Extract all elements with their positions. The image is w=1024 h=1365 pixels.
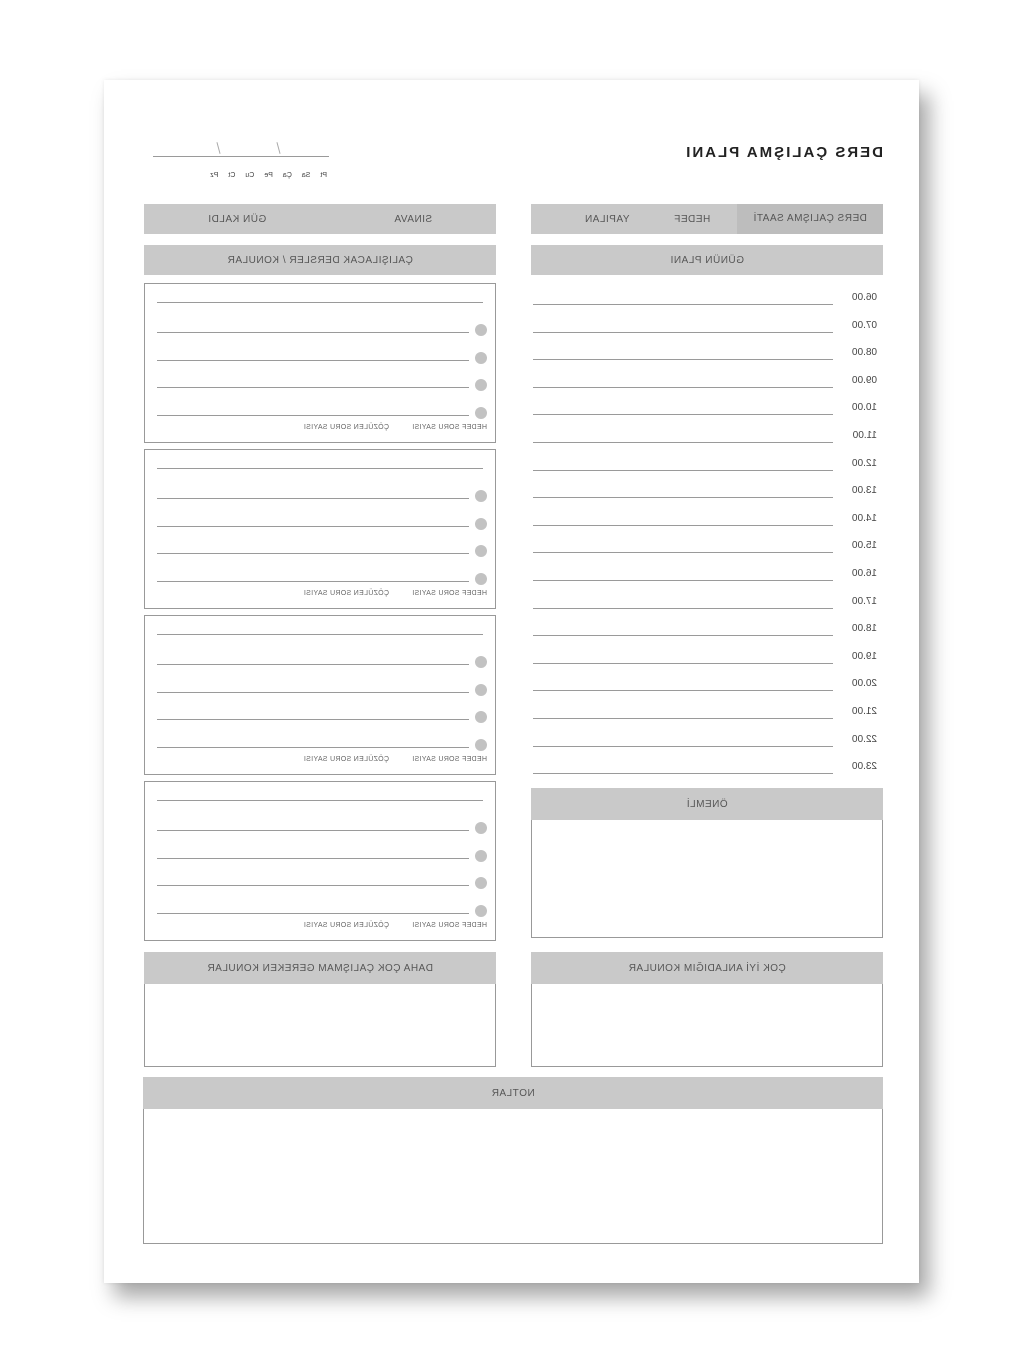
subject-box[interactable] (144, 615, 496, 775)
hour-label: 07.00 (851, 319, 877, 331)
mirrored-content (104, 80, 919, 1283)
hour-line[interactable] (533, 497, 833, 498)
hour-label: 17.00 (851, 595, 877, 607)
hour-line[interactable] (533, 332, 833, 333)
important-box[interactable] (531, 820, 883, 938)
subject-line[interactable] (157, 664, 469, 665)
hour-label: 23.00 (851, 761, 877, 773)
checkbox-dot-icon[interactable] (475, 656, 487, 668)
checkbox-dot-icon[interactable] (475, 573, 487, 585)
hour-line[interactable] (533, 414, 833, 415)
understood-topics-header: ÇOK İYİ ANLADIĞIM KONULAR (531, 952, 883, 984)
important-header: ÖNEMLİ (531, 788, 883, 820)
checkbox-dot-icon[interactable] (475, 850, 487, 862)
hour-label: 16.00 (851, 568, 877, 579)
hour-line[interactable] (533, 304, 833, 305)
weekday[interactable]: Cu (245, 172, 255, 179)
checkbox-dot-icon[interactable] (475, 711, 487, 723)
checkbox-dot-icon[interactable] (475, 518, 487, 530)
daily-plan-header: GÜNÜN PLANI (531, 245, 883, 275)
subject-line[interactable] (157, 800, 483, 801)
checkbox-dot-icon[interactable] (475, 490, 487, 502)
hour-label: 10.00 (851, 402, 877, 414)
target-question-count-label: HEDEF SORU SAYISI (412, 424, 487, 431)
hour-label: 11.00 (852, 430, 877, 441)
exam-label: SINAVA (393, 213, 433, 225)
hour-label: 18.00 (851, 623, 877, 635)
done-label: YAPILAN (584, 213, 630, 225)
solved-question-count-label: ÇÖZÜLEN SORU SAYISI (303, 756, 389, 763)
target-question-count-label: HEDEF SORU SAYISI (412, 756, 487, 763)
subject-box[interactable] (144, 781, 496, 941)
hour-line[interactable] (533, 525, 833, 526)
subject-line[interactable] (157, 415, 469, 416)
weekday[interactable]: Ça (282, 172, 292, 179)
weekday[interactable]: Pe (264, 172, 273, 179)
hour-line[interactable] (533, 663, 833, 664)
hour-line[interactable] (533, 387, 833, 388)
date-slash (276, 142, 280, 154)
notes-box[interactable] (143, 1109, 883, 1244)
hour-label: 21.00 (851, 706, 877, 717)
weekday-list (210, 172, 327, 179)
page-title: DERS ÇALIŞMA PLANI (684, 144, 883, 161)
solved-question-count-label: ÇÖZÜLEN SORU SAYISI (303, 590, 389, 597)
hour-label: 20.00 (851, 678, 877, 690)
checkbox-dot-icon[interactable] (475, 379, 487, 391)
date-line (153, 156, 329, 157)
subject-box[interactable] (144, 449, 496, 609)
weekday[interactable]: Sa (301, 172, 311, 179)
hour-line[interactable] (533, 580, 833, 581)
weekday[interactable]: Pz (210, 172, 219, 179)
weekday[interactable]: Pt (320, 172, 327, 179)
needs-work-header: DAHA ÇOK ÇALIŞMAM GEREKEN KONULAR (144, 952, 496, 984)
hour-line[interactable] (533, 552, 833, 553)
checkbox-dot-icon[interactable] (475, 545, 487, 557)
solved-question-count-label: ÇÖZÜLEN SORU SAYISI (303, 424, 389, 431)
planner-sheet (104, 80, 919, 1283)
subject-line[interactable] (157, 332, 469, 333)
hour-line[interactable] (533, 773, 833, 774)
subject-line[interactable] (157, 858, 469, 859)
subject-line[interactable] (157, 830, 469, 831)
checkbox-dot-icon[interactable] (475, 739, 487, 751)
needs-work-box[interactable] (144, 984, 496, 1067)
subject-line[interactable] (157, 387, 469, 388)
hour-line[interactable] (533, 690, 833, 691)
subject-line[interactable] (157, 913, 469, 914)
subject-line[interactable] (157, 747, 469, 748)
hour-label: 13.00 (851, 485, 877, 497)
goal-label: HEDEF (673, 213, 711, 225)
weekday[interactable]: Ct (228, 172, 236, 179)
subject-box[interactable] (144, 283, 496, 443)
checkbox-dot-icon[interactable] (475, 352, 487, 364)
checkbox-dot-icon[interactable] (475, 822, 487, 834)
hour-line[interactable] (533, 470, 833, 471)
hour-label: 22.00 (851, 733, 877, 745)
checkbox-dot-icon[interactable] (475, 407, 487, 419)
checkbox-dot-icon[interactable] (475, 877, 487, 889)
subjects-header: ÇALIŞILACAK DERSLER / KONULAR (144, 245, 496, 275)
hour-line[interactable] (533, 359, 833, 360)
hour-line[interactable] (533, 442, 833, 443)
subject-line[interactable] (157, 634, 483, 635)
subject-line[interactable] (157, 885, 469, 886)
checkbox-dot-icon[interactable] (475, 684, 487, 696)
subject-line[interactable] (157, 360, 469, 361)
subject-line[interactable] (157, 719, 469, 720)
solved-question-count-label: ÇÖZÜLEN SORU SAYISI (303, 922, 389, 929)
checkbox-dot-icon[interactable] (475, 905, 487, 917)
hour-line[interactable] (533, 746, 833, 747)
hour-label: 09.00 (851, 374, 877, 386)
checkbox-dot-icon[interactable] (475, 324, 487, 336)
subject-line[interactable] (157, 468, 483, 469)
hour-label: 06.00 (851, 292, 877, 303)
subject-line[interactable] (157, 498, 469, 499)
date-slash (216, 142, 220, 154)
days-left-label: GÜN KALDI (207, 213, 267, 225)
hour-label: 08.00 (851, 347, 877, 359)
hour-label: 19.00 (851, 650, 877, 662)
target-question-count-label: HEDEF SORU SAYISI (412, 922, 487, 929)
hour-line[interactable] (533, 718, 833, 719)
subject-line[interactable] (157, 302, 483, 303)
subject-line[interactable] (157, 526, 469, 527)
hour-label: 12.00 (851, 457, 877, 469)
exam-countdown-header (144, 204, 496, 234)
study-hours-label: DERS ÇALIŞMA SAATİ (737, 204, 883, 234)
study-hours-header (531, 204, 883, 234)
hour-label: 14.00 (851, 512, 877, 524)
notes-header: NOTLAR (143, 1077, 883, 1109)
hour-label: 15.00 (851, 540, 877, 552)
understood-topics-box[interactable] (531, 984, 883, 1067)
subject-line[interactable] (157, 692, 469, 693)
hour-line[interactable] (533, 608, 833, 609)
hour-line[interactable] (533, 635, 833, 636)
target-question-count-label: HEDEF SORU SAYISI (412, 590, 487, 597)
subject-line[interactable] (157, 581, 469, 582)
subject-line[interactable] (157, 553, 469, 554)
